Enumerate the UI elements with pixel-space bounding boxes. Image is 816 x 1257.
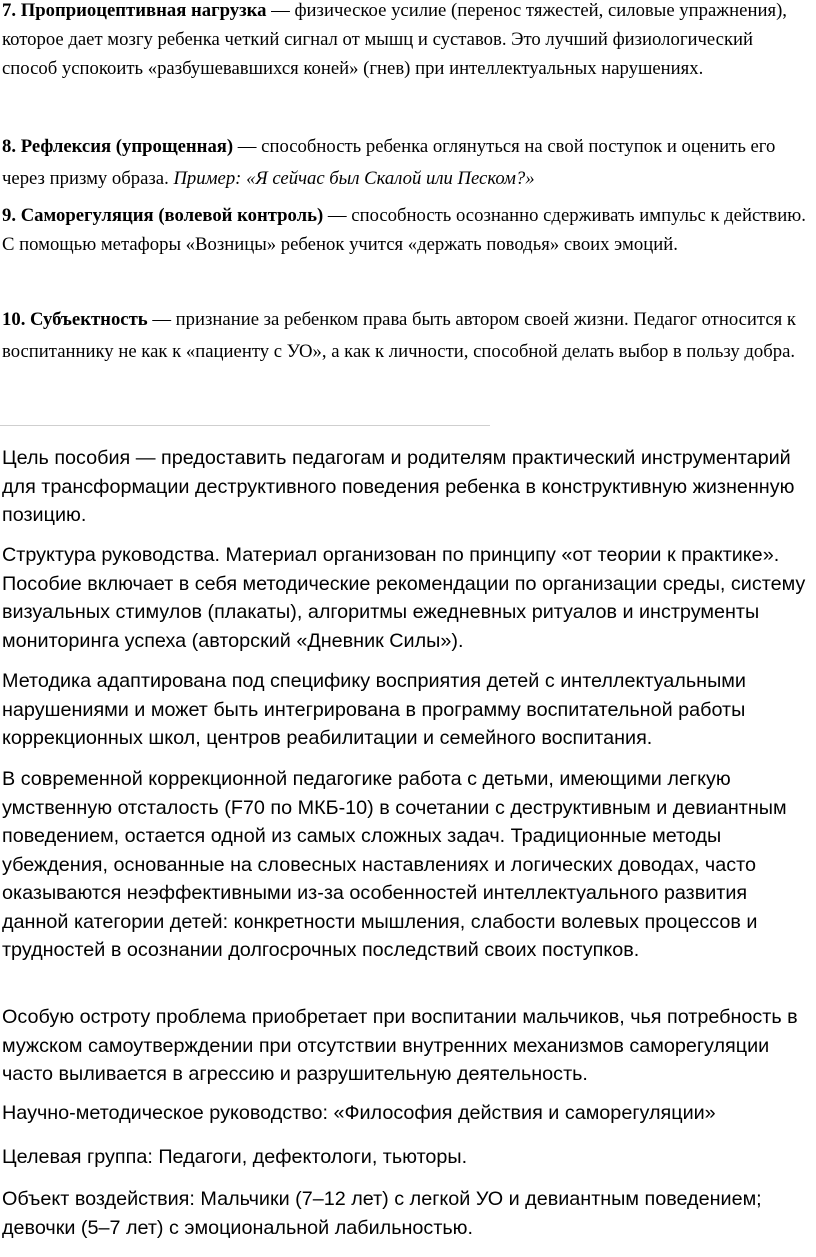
definition-text: — способность осознанно сдерживать импульс к действию. С помощью метафоры «Возницы» ребенок учится «держать поводья» своих эмоций. <box>2 205 806 255</box>
definition-item-10 <box>2 304 810 368</box>
structure-paragraph: Структура руководства. Материал организован по принципу «от теории к практике». Пособие включает в себя методические рекомендации по организации среды, систему визуальных стимулов (плакаты), алгоритмы ежедневных ритуалов и инструменты мониторинга успеха (авторский «Дневник Силы»). <box>2 544 806 652</box>
target-object-paragraph: Объект воздействия: Мальчики (7–12 лет) с легкой УО и девиантным поведением; девочки (5–7 лет) с эмоциональной лабильностью. <box>2 1188 762 1239</box>
context-paragraph: В современной коррекционной педагогике работа с детьми, имеющими легкую умственную отсталость (F70 по МКБ-10) в сочетании с деструктивным и девиантным поведением, остается одной из самых сложных задач. Традиционные методы убеждения, основанные на словесных наставлениях и логических доводах, часто оказываются неэффективными из-за особенностей интеллектуального развития данной категории детей: конкретности мышления, слабости волевых процессов и трудностей в осознании долгосрочных последствий своих поступков. <box>2 768 787 961</box>
definition-text: — физическое усилие (перенос тяжестей, силовые упражнения), которое дает мозгу ребенка четкий сигнал от мышц и суставов. Это лучший физиологический способ успокоить «разбушевавшихся коней» (гнев) при интеллектуальных нарушениях. <box>2 0 787 79</box>
definition-item-9 <box>2 201 810 259</box>
definition-term: 8. Рефлексия (упрощенная) <box>2 136 234 157</box>
definition-term: 7. Проприоцептивная нагрузка <box>2 0 267 21</box>
problem-paragraph: Особую остроту проблема приобретает при воспитании мальчиков, чья потребность в мужском самоутверждении при отсутствии внутренних механизмов саморегуляции часто выливается в агрессию и разрушительную деятельность. <box>2 1006 798 1085</box>
definition-term: 9. Саморегуляция (волевой контроль) <box>2 205 324 226</box>
definition-term: 10. Субъектность <box>2 309 148 330</box>
definition-example: Пример: «Я сейчас был Скалой или Песком?» <box>173 168 535 189</box>
definition-item-7 <box>2 0 810 83</box>
section-divider <box>0 425 490 426</box>
adaptation-paragraph: Методика адаптирована под специфику восприятия детей с интеллектуальными нарушениями и может быть интегрирована в программу воспитательной работы коррекционных школ, центров реабилитации и семейного воспитания. <box>2 670 746 749</box>
definition-item-8 <box>2 131 810 195</box>
goal-paragraph: Цель пособия — предоставить педагогам и родителям практический инструментарий для трансформации деструктивного поведения ребенка в конструктивную жизненную позицию. <box>2 447 795 526</box>
guide-title-paragraph: Научно-методическое руководство: «Философия действия и саморегуляции» <box>2 1102 716 1124</box>
definition-text: — признание за ребенком права быть автором своей жизни. Педагог относится к воспитаннику не как к «пациенту с УО», а как к личности, способной делать выбор в пользу добра. <box>2 309 796 362</box>
target-group-paragraph: Целевая группа: Педагоги, дефектологи, тьюторы. <box>2 1146 468 1168</box>
definition-text: — способность ребенка оглянуться на свой поступок и оценить его через призму образа. <box>2 136 776 189</box>
